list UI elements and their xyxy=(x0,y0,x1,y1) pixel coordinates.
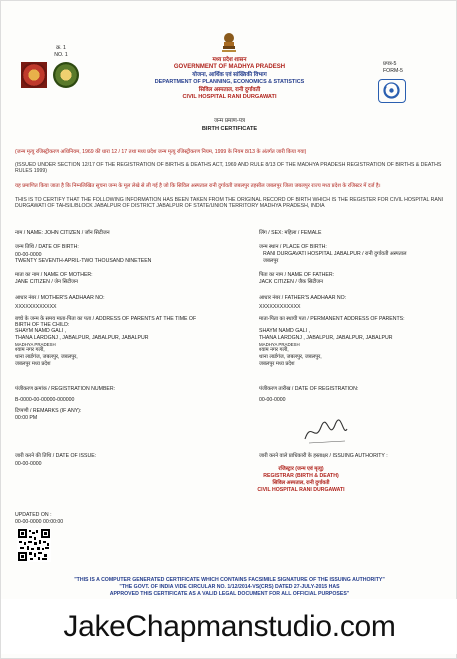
watermark-text: JakeChapmanstudio.com xyxy=(63,610,396,643)
certificate-title: BIRTH CERTIFICATE xyxy=(201,126,258,132)
issue-date-label: जारी करने की तिथि / DATE OF ISSUE: xyxy=(15,453,97,459)
perm-address-line-3: MADHYA PRADESH xyxy=(259,342,300,347)
birth-address-line-4: श्याम नगर गली, xyxy=(15,347,45,353)
mother-value: JANE CITIZEN / जेन सिटीजन xyxy=(15,279,78,285)
department-title: DEPARTMENT OF PLANNING, ECONOMICS & STATISTICS xyxy=(154,79,305,85)
mother-aadhaar: XXXXXXXXXXXX xyxy=(15,304,57,310)
father-label: पिता का नाम / NAME OF FATHER: xyxy=(259,272,335,278)
state-hindi: मध्य प्रदेश शासन xyxy=(212,57,247,63)
intro-english: (ISSUED UNDER SECTION 12/17 OF THE REGISTRATION OF BIRTHS & DEATHS ACT, 1969 AND RULE 8/13 OF THE MADHYA PRADESH REGISTRATION OF BIRTHS & DEATHS RULES 1999) xyxy=(15,162,442,175)
mp-seal-icon xyxy=(21,62,47,88)
pob-value-2: जबलपुर xyxy=(263,258,279,264)
perm-address-line-5: थाना लार्डगंज, जबलपुर, जबलपुर, xyxy=(259,354,322,360)
certify-hindi: यह प्रमाणित किया जाता है कि निम्नलिखित सूचना जन्म के मूल लेखे से ली गई है जो कि सिविल अस्पताल रानी दुर्गावती जबलपुर तहसील जबलपुर जिला जबलपुर राज्य मध्य प्रदेश के रजिस्टर में दर्ज है। xyxy=(15,183,381,189)
hospital-hindi: सिविल अस्पताल, रानी दुर्गावती xyxy=(198,87,261,93)
perm-address-line-6: जबलपुर मध्य प्रदेश xyxy=(259,361,295,367)
reg-number-label: पंजीकरण क्रमांक / REGISTRATION NUMBER: xyxy=(15,386,116,392)
birth-address-line-6: जबलपुर मध्य प्रदेश xyxy=(15,361,51,367)
perm-address-label: माता-पिता का स्थायी पता / PERMANENT ADDRESS OF PARENTS: xyxy=(259,316,405,322)
name-field: नाम / NAME: JOHN CITIZEN / जॉन सिटीजन xyxy=(15,230,110,236)
left-number: NO. 1 xyxy=(54,52,68,58)
signature-image xyxy=(301,415,351,447)
registrar-hindi: रजिस्ट्रार (जन्म एवं मृत्यु) xyxy=(278,466,324,472)
dob-words: TWENTY SEVENTH-APRIL-TWO THOUSAND NINETEEN xyxy=(15,258,152,264)
intro-hindi: (जन्म मृत्यु रजिस्ट्रीकरण अधिनियम, 1969 की धारा 12 / 17 तथा मध्य प्रदेश जन्म मृत्यु रजिस्ट्रीकरण नियम, 1999 के नियम 8/13 के अंतर्गत जारी किया गया) xyxy=(15,149,307,155)
hospital-title: CIVIL HOSPITAL RANI DURGAWATI xyxy=(182,94,277,100)
crs-logo-icon xyxy=(378,79,406,103)
footer-line-2: "THE GOVT. OF INDIA VIDE CIRCULAR NO. 1/12/2014-VS(CRS) DATED 27-JULY-2015 HAS xyxy=(119,584,340,590)
pob-label: जन्म स्थान / PLACE OF BIRTH: xyxy=(259,244,327,250)
qr-code-icon[interactable] xyxy=(17,528,51,562)
left-number-hindi: क्र. 1 xyxy=(56,45,66,51)
birth-address-line-5: थाना लार्डगंज, जबलपुर, जबलपुर, xyxy=(15,354,78,360)
certify-english: THIS IS TO CERTIFY THAT THE FOLLOWING INFORMATION HAS BEEN TAKEN FROM THE ORIGINAL RECORD OF BIRTH WHICH IS THE REGISTER FOR CIVIL HOSPITAL RANI DURGAWATI OF TAHSIL/BLOCK JABALPUR OF DISTRICT JABALPUR OF STATE/UNION TERRITORY MADHYA PRADESH, INDIA xyxy=(15,197,444,210)
authority-label: जारी करने वाले प्राधिकारी के हस्ताक्षर / ISSUING AUTHORITY : xyxy=(259,453,388,459)
remarks-label: टिप्पणी / REMARKS (IF ANY): xyxy=(15,408,82,414)
remarks-value: 00:00 PM xyxy=(15,415,38,421)
footer-line-3: APPROVED THIS CERTIFICATE AS A VALID LEGAL DOCUMENT FOR ALL OFFICIAL PURPOSES" xyxy=(109,591,350,597)
birth-address-line-2: THANA LARDGNJ , JABALPUR, JABALPUR, JABALPUR xyxy=(15,335,149,341)
registrar-title: REGISTRAR (BIRTH & DEATH) xyxy=(263,473,339,479)
mother-aadhaar-label: आधार नंबर / MOTHER'S AADHAAR NO: xyxy=(15,295,105,301)
health-seal-icon xyxy=(53,62,79,88)
perm-address-line-1: SHAYM NAMD GALI , xyxy=(259,328,310,334)
father-aadhaar: XXXXXXXXXXXX xyxy=(259,304,301,310)
updated-value: 00-00-0000 00:00:00 xyxy=(15,519,64,525)
national-emblem-icon xyxy=(221,32,237,54)
birth-address-label-2: BIRTH OF THE CHILD: xyxy=(15,322,70,328)
reg-date: 00-00-0000 xyxy=(259,397,286,403)
footer-line-1: "THIS IS A COMPUTER GENERATED CERTIFICATE WHICH CONTAINS FACSIMILE SIGNATURE OF THE ISSUING AUTHORITY" xyxy=(74,577,385,583)
sex-field: लिंग / SEX: महिला / FEMALE xyxy=(259,230,322,236)
certificate-title-hindi: जन्म प्रमाण-पत्र xyxy=(214,118,245,124)
reg-number: B-0000-00-00000-000000 xyxy=(15,397,75,403)
father-aadhaar-label: आधार नंबर / FATHER'S AADHAAR NO: xyxy=(259,295,347,301)
perm-address-line-4: श्याम नगर गली, xyxy=(259,347,289,353)
mother-label: माता का नाम / NAME OF MOTHER: xyxy=(15,272,93,278)
birth-address-line-3: MADHYA PRADESH xyxy=(15,342,56,347)
registrar-hospital: CIVIL HOSPITAL RANI DURGAWATI xyxy=(257,487,345,493)
issue-date: 00-00-0000 xyxy=(15,461,42,467)
father-value: JACK CITIZEN / जैक सिटीजन xyxy=(259,279,324,285)
birth-address-label: बच्चे के जन्म के समय माता-पिता का पता / ADDRESS OF PARENTS AT THE TIME OF xyxy=(15,316,197,322)
government-title: GOVERNMENT OF MADHYA PRADESH xyxy=(173,64,286,70)
perm-address-line-2: THANA LARDGNJ , JABALPUR, JABALPUR, JABALPUR xyxy=(259,335,393,341)
registrar-hospital-hindi: सिविल अस्पताल, रानी दुर्गावती xyxy=(272,480,330,486)
form-number: FORM-5 xyxy=(383,68,403,74)
form-hindi: प्रपत्र-5 xyxy=(383,61,397,67)
watermark-banner xyxy=(1,599,457,654)
birth-address-line-1: SHAYM NAMD GALI , xyxy=(15,328,66,334)
department-hindi: योजना, आर्थिक एवं सांख्यिकी विभाग xyxy=(192,72,267,78)
dob-value: 00-00-0000 xyxy=(15,252,42,258)
dob-label: जन्म तिथि / DATE OF BIRTH: xyxy=(15,244,79,250)
reg-date-label: पंजीकरण तारीख / DATE OF REGISTRATION: xyxy=(259,386,359,392)
pob-value: RANI DURGAVATI HOSPITAL JABALPUR / रानी दुर्गावती अस्पताल xyxy=(263,251,407,257)
updated-label: UPDATED ON : xyxy=(15,512,52,518)
